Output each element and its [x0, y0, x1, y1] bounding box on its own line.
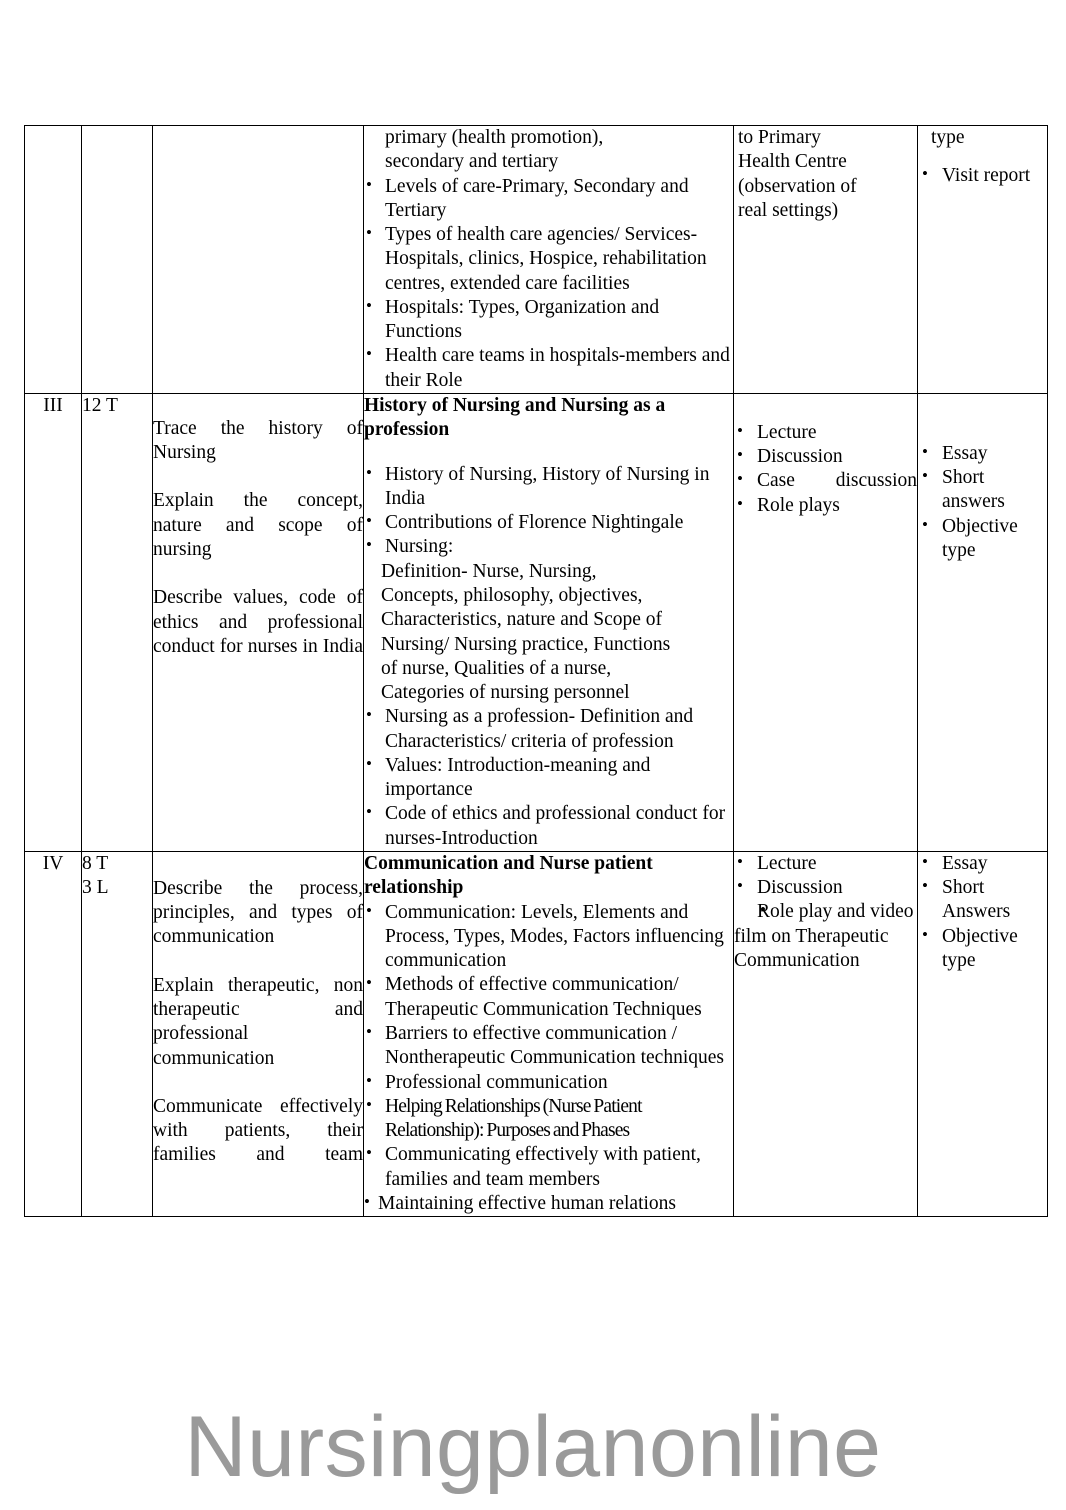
objective-item	[153, 974, 363, 1071]
objectives-cell	[153, 851, 364, 1216]
list-item: • Levels of care-Primary, Secondary and Tertiary	[364, 175, 733, 224]
unit-number-cell	[25, 393, 82, 851]
objective-item	[153, 877, 363, 950]
list-item: • Objective type	[918, 515, 1047, 564]
objective-item	[153, 417, 363, 466]
content-subline: Categories of nursing personnel	[381, 682, 630, 704]
hours-cell	[82, 126, 153, 394]
method-lead-line: to Primary	[738, 127, 821, 148]
list-item: • Health care teams in hospitals-members and their Role	[364, 344, 733, 393]
syllabus-table	[24, 125, 1048, 1217]
content-bullet-list	[364, 463, 733, 560]
content-subline: Nursing/ Nursing practice, Functions	[381, 633, 671, 655]
list-item: • Communicating effectively with patient, families and team members	[364, 1143, 733, 1192]
list-item: • Maintaining effective human relations	[364, 1192, 733, 1216]
content-bullet-list	[364, 705, 733, 851]
hours-value: 8 T	[82, 852, 109, 874]
assessment-lead-line: type	[931, 127, 965, 148]
list-item: • Contributions of Florence Nightingale	[364, 511, 733, 535]
list-item: • Essay	[918, 852, 1047, 876]
list-item: • Professional communication	[364, 1071, 733, 1095]
list-item: • Barriers to effective communication / Nontherapeutic Communication techniques	[364, 1022, 733, 1071]
table-row	[25, 126, 1048, 394]
list-item	[734, 469, 917, 493]
unit-number-cell	[25, 851, 82, 1216]
list-item: • Hospitals: Types, Organization and Functions	[364, 296, 733, 345]
content-cell	[364, 393, 734, 851]
method-lead-line: (observation of	[738, 175, 857, 197]
teaching-methods-cell	[734, 851, 918, 1216]
objectives-cell	[153, 393, 364, 851]
list-item: • Nursing:	[364, 535, 733, 559]
list-item: • Discussion	[734, 876, 917, 900]
objective-text: Describe values, code of ethics and professional conduct for nurses in India	[153, 587, 363, 657]
teaching-methods-cell	[734, 126, 918, 394]
watermark: Nursingplanonline	[184, 1399, 882, 1495]
objective-item	[153, 586, 363, 659]
unit-number: III	[43, 394, 63, 416]
teaching-methods-cell	[734, 393, 918, 851]
table-row	[25, 851, 1048, 1216]
content-subline: Characteristics, nature and Scope of	[381, 609, 663, 631]
content-cell	[364, 126, 734, 394]
assessment-cell	[918, 851, 1048, 1216]
hours-value: 3 L	[82, 877, 109, 899]
content-subline: of nurse, Qualities of a nurse,	[381, 657, 612, 679]
assessment-cell	[918, 393, 1048, 851]
list-item: • Short answers	[918, 466, 1047, 515]
objective-item	[153, 489, 363, 562]
list-item: • History of Nursing, History of Nursing in India	[364, 463, 733, 512]
method-bullet-list	[734, 852, 917, 973]
unit-number-cell	[25, 126, 82, 394]
assessment-bullet-list	[918, 442, 1047, 563]
list-item: • Lecture	[734, 852, 917, 876]
list-item: • Essay	[918, 442, 1047, 466]
list-item: • Helping Relationships (Nurse Patient Relationship): Purposes and Phases	[364, 1095, 733, 1144]
list-item: • Short Answers	[918, 876, 1047, 925]
method-lead-line: Health Centre	[738, 151, 847, 173]
method-lead-line: real settings)	[738, 199, 839, 221]
method-bullet-list	[734, 421, 917, 518]
objective-text: Describe the process, principles, and types of communication	[153, 877, 363, 948]
objective-text: Explain therapeutic, non therapeutic and professional communication	[153, 974, 363, 1069]
list-item: • Types of health care agencies/ Services-Hospitals, clinics, Hospice, rehabilitation centres, extended care facilities	[364, 223, 733, 296]
objective-text: Communicate effectively with patients, their families and team	[153, 1095, 363, 1166]
list-item-text: • Case discussion	[757, 470, 917, 492]
content-bullet-list	[364, 901, 733, 1216]
content-lead-line: primary (health promotion),	[385, 127, 604, 148]
list-item: • Discussion	[734, 445, 917, 469]
objective-item	[153, 1095, 363, 1168]
objective-text: Trace the history of Nursing	[153, 417, 363, 464]
assessment-bullet-list	[918, 164, 1047, 188]
content-title: History of Nursing and Nursing as a profession	[364, 394, 666, 441]
list-item: • Methods of effective communication/ Therapeutic Communication Techniques	[364, 973, 733, 1022]
list-item: • Visit report	[918, 164, 1047, 188]
content-cell	[364, 851, 734, 1216]
list-item: • Code of ethics and professional conduct for nurses-Introduction	[364, 802, 733, 851]
content-subline: Concepts, philosophy, objectives,	[381, 585, 643, 606]
content-lead-line: secondary and tertiary	[385, 151, 559, 173]
table-row	[25, 393, 1048, 851]
list-item: • Lecture	[734, 421, 917, 445]
objectives-cell	[153, 126, 364, 394]
unit-number: IV	[42, 852, 64, 874]
hours-cell	[82, 851, 153, 1216]
list-item: • Values: Introduction-meaning and importance	[364, 754, 733, 803]
list-item: • Communication: Levels, Elements and Process, Types, Modes, Factors influencing communication	[364, 901, 733, 974]
list-item: • Role play and video film on Therapeutic Communication	[734, 900, 917, 973]
list-item: • Objective type	[918, 925, 1047, 974]
hours-cell	[82, 393, 153, 851]
objective-text: Explain the concept, nature and scope of nursing	[153, 490, 363, 560]
list-item: • Role plays	[734, 494, 917, 518]
content-subline: Definition- Nurse, Nursing,	[381, 560, 597, 582]
content-title: Communication and Nurse patient relationship	[364, 852, 653, 899]
assessment-bullet-list	[918, 852, 1047, 973]
list-item: • Nursing as a profession- Definition and Characteristics/ criteria of profession	[364, 705, 733, 754]
assessment-cell	[918, 126, 1048, 394]
content-bullet-list	[364, 175, 733, 393]
hours-value: 12 T	[82, 394, 118, 416]
